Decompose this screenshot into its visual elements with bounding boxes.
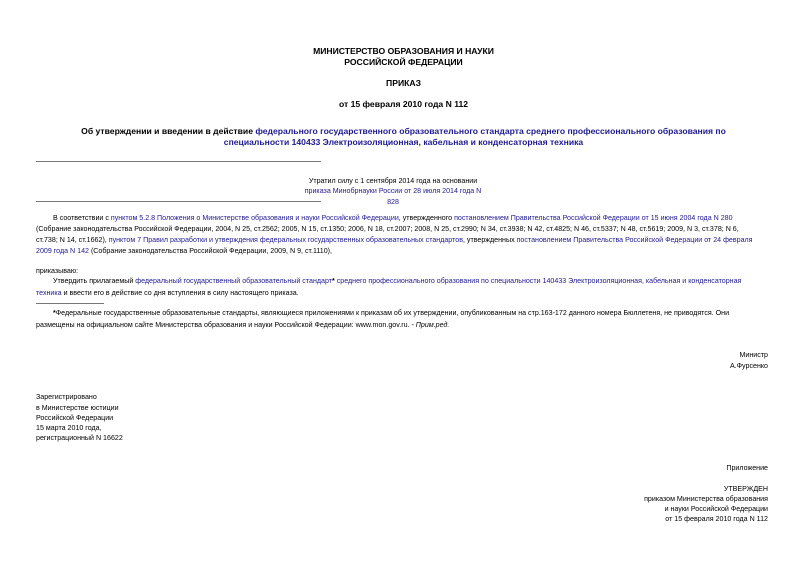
basis-paragraph-line-4	[36, 246, 776, 257]
order-paragraph-line-2	[36, 288, 776, 299]
footnote-reference[interactable]: *	[332, 277, 335, 285]
divider-top	[36, 161, 321, 162]
specialty-link-end[interactable]: техника	[36, 289, 62, 297]
document-date: от 15 февраля 2010 года N 112	[338, 99, 469, 109]
editor-note: Прим.ред.	[415, 321, 450, 329]
signature-name: А.Фурсенко	[729, 362, 768, 370]
text-fragment: , утвержденных	[462, 236, 517, 244]
document-title-line-2	[0, 137, 807, 148]
footnote-line-2	[36, 320, 776, 331]
standard-link-line-2[interactable]: специальности 140433 Электроизоляционная, кабельная и конденсаторная техника	[223, 137, 584, 147]
text-fragment: размещены на официальном сайте Министерства образования и науки Российской Федерации: www.mon.gov.ru. -	[36, 321, 416, 329]
appendix-line-3: от 15 февраля 2010 года N 112	[665, 515, 768, 523]
standard-link-line-1[interactable]: федерального государственного образовательного стандарта среднего профессионального образования по	[255, 126, 726, 136]
document-title	[0, 126, 807, 137]
basis-paragraph-line-1	[53, 213, 773, 224]
resolution-280-link[interactable]: постановлением Правительства Российской Федерации от 15 июня 2004 года N 280	[454, 214, 733, 222]
text-fragment: и ввести его в действие со дня вступления в силу настоящего приказа.	[61, 289, 299, 297]
signature-title: Министр	[739, 351, 768, 359]
rules-item-7-link[interactable]: пунктом 7 Правил разработки и утверждения федеральных государственных образовательных стандартов	[108, 236, 463, 244]
basis-paragraph-line-3	[36, 235, 776, 246]
footnote-line-1	[53, 308, 793, 319]
appendix-line-1: приказом Министерства образования	[644, 495, 768, 503]
footnote-mark: *	[53, 309, 56, 317]
footnote-divider	[36, 303, 104, 304]
resolution-142-link-part-2[interactable]: 2009 года N 142	[36, 247, 89, 255]
ministry-line-1: МИНИСТЕРСТВО ОБРАЗОВАНИЯ И НАУКИ	[313, 46, 494, 56]
text-fragment: Федеральные государственные образовательные стандарты, являющиеся приложениями к приказам об их утверждении, опубликованным на стр.163-172 данного номера Бюллетеня, не приводятся. Они	[55, 309, 730, 317]
orders-label: приказываю:	[36, 267, 79, 275]
basis-paragraph-line-2: (Собрание законодательства Российской Федерации, 2004, N 25, ст.2562; 2005, N 15, ст.1350; 2006, N 18, ст.2007; 2008, N 25, ст.2990; N 34, ст.3938; N 42, ст.4825; N 46, ст.5337; N 48, ст.5619; 2009, N 3, ст.378; N 6,	[36, 225, 739, 233]
registration-line-2: в Министерстве юстиции	[36, 404, 119, 412]
registration-line-4: 15 марта 2010 года,	[36, 424, 102, 432]
text-fragment: , утвержденного	[398, 214, 455, 222]
registration-line-3: Российской Федерации	[36, 414, 114, 422]
divider-bottom	[36, 201, 321, 202]
text-fragment: (Собрание законодательства Российской Федерации, 2009, N 9, ст.1110),	[88, 247, 333, 255]
text-fragment: ст.738; N 14, ст.1662),	[36, 236, 109, 244]
status-text: Утратил силу с 1 сентября 2014 года на основании	[308, 177, 478, 185]
approved-standard-link[interactable]: федеральный государственный образовательный стандарт	[135, 277, 332, 285]
registration-line-1: Зарегистрировано	[36, 393, 97, 401]
registration-line-5: регистрационный N 16622	[36, 434, 123, 442]
resolution-142-link-part-1[interactable]: постановлением Правительства Российской Федерации от 24 февраля	[516, 236, 753, 244]
appendix-line-2: и науки Российской Федерации	[664, 505, 768, 513]
ministry-line-2: РОССИЙСКОЙ ФЕДЕРАЦИИ	[344, 57, 463, 67]
text-fragment: В соответствии с	[53, 214, 111, 222]
document-type: ПРИКАЗ	[386, 78, 421, 88]
appendix-label: Приложение	[726, 464, 768, 472]
regulation-link[interactable]: пунктом 5.2.8 Положения о Министерстве образования и науки Российской Федерации	[110, 214, 399, 222]
order-paragraph-line-1	[53, 276, 783, 287]
repeal-order-link[interactable]: приказа Минобрнауки России от 28 июля 2014 года N 828	[304, 187, 482, 206]
specialty-link[interactable]: среднего профессионального образования по специальности 140433 Электроизоляционная, кабельная и конденсаторная	[334, 277, 742, 285]
approved-label: УТВЕРЖДЕН	[723, 485, 768, 493]
title-prefix: Об утверждении и введении в действие	[81, 126, 256, 136]
text-fragment: Утвердить прилагаемый	[53, 277, 136, 285]
